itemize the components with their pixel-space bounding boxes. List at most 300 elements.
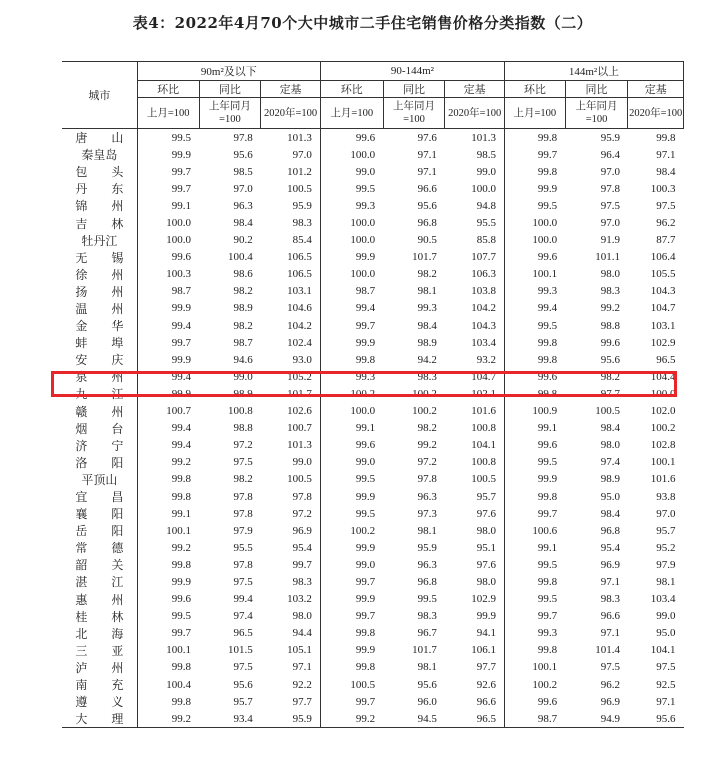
- value-cell: 98.2: [233, 285, 253, 298]
- value-cell: 98.3: [600, 593, 620, 606]
- sub-header: 定基: [628, 81, 684, 98]
- value-cell: 101.3: [445, 129, 505, 147]
- value-cell: 98.3: [417, 610, 437, 623]
- city-cell: 吉 林: [62, 214, 137, 231]
- value-cell: 106.5: [261, 249, 321, 266]
- value-cell: 106.3: [445, 266, 505, 283]
- value-cell: 95.6: [628, 710, 684, 728]
- value-cell: 99.8: [537, 387, 558, 400]
- table-row: [62, 232, 684, 249]
- value-cell: 98.4: [417, 319, 437, 332]
- table-row: [62, 642, 684, 659]
- value-cell: 99.4: [537, 302, 558, 315]
- table-row: [62, 300, 684, 317]
- city-cell: 济 宁: [62, 437, 137, 454]
- value-cell: 98.0: [600, 439, 620, 452]
- value-cell: 98.9: [233, 387, 253, 400]
- value-cell: 97.8: [233, 490, 253, 503]
- city-cell: 扬 州: [62, 283, 137, 300]
- table-row: [62, 146, 684, 163]
- value-cell: 96.6: [600, 610, 620, 623]
- value-cell: 104.3: [445, 317, 505, 334]
- value-cell: 102.0: [650, 405, 676, 418]
- value-cell: 97.8: [261, 488, 321, 505]
- value-cell: 98.4: [656, 165, 676, 178]
- value-cell: 95.7: [233, 695, 253, 708]
- value-cell: 101.7: [412, 644, 437, 657]
- value-cell: 101.6: [445, 403, 505, 420]
- value-cell: 100.9: [532, 405, 558, 418]
- city-cell: 泉 州: [62, 368, 137, 385]
- value-cell: 99.4: [355, 302, 376, 315]
- value-cell: 98.3: [417, 370, 437, 383]
- value-cell: 99.7: [355, 575, 376, 588]
- value-cell: 101.7: [261, 385, 321, 402]
- value-cell: 98.4: [600, 507, 620, 520]
- value-cell: 95.7: [445, 488, 505, 505]
- value-cell: 97.6: [445, 556, 505, 573]
- value-cell: 100.1: [532, 268, 558, 281]
- city-cell: 平顶山: [62, 471, 137, 488]
- value-cell: 95.6: [417, 199, 437, 212]
- value-cell: 104.1: [445, 437, 505, 454]
- value-cell: 99.5: [417, 593, 437, 606]
- value-cell: 97.8: [600, 182, 620, 195]
- table-row: [62, 454, 684, 471]
- sub-header: 定基: [445, 81, 505, 98]
- value-cell: 96.9: [600, 695, 620, 708]
- value-cell: 97.5: [656, 199, 676, 212]
- value-cell: 98.3: [261, 573, 321, 590]
- value-cell: 106.1: [445, 642, 505, 659]
- value-cell: 99.9: [537, 473, 558, 486]
- value-cell: 97.5: [233, 456, 253, 469]
- table-row: [62, 505, 684, 522]
- value-cell: 99.6: [537, 251, 558, 264]
- value-cell: 94.1: [445, 625, 505, 642]
- value-cell: 95.6: [600, 353, 620, 366]
- city-cell: 唐 山: [62, 129, 137, 147]
- city-cell: 锦 州: [62, 197, 137, 214]
- value-cell: 99.7: [171, 336, 192, 349]
- value-cell: 95.0: [600, 490, 620, 503]
- value-cell: 96.0: [417, 695, 437, 708]
- value-cell: 98.4: [600, 422, 620, 435]
- value-cell: 99.8: [537, 575, 558, 588]
- value-cell: 98.0: [445, 573, 505, 590]
- value-cell: 99.5: [171, 131, 192, 144]
- value-cell: 98.4: [233, 217, 253, 230]
- value-cell: 102.6: [261, 403, 321, 420]
- value-cell: 104.2: [261, 317, 321, 334]
- value-cell: 99.1: [171, 507, 192, 520]
- value-cell: 99.4: [171, 422, 192, 435]
- value-cell: 99.7: [355, 695, 376, 708]
- value-cell: 103.8: [445, 283, 505, 300]
- value-cell: 104.6: [261, 300, 321, 317]
- value-cell: 101.7: [412, 251, 437, 264]
- value-cell: 97.6: [417, 131, 437, 144]
- value-cell: 97.2: [417, 456, 437, 469]
- value-cell: 99.1: [537, 541, 558, 554]
- value-cell: 94.8: [445, 197, 505, 214]
- value-cell: 103.1: [650, 319, 676, 332]
- value-cell: 97.8: [233, 507, 253, 520]
- value-cell: 97.1: [656, 148, 676, 161]
- value-cell: 99.4: [171, 370, 192, 383]
- value-cell: 99.5: [537, 456, 558, 469]
- value-cell: 95.5: [233, 541, 253, 554]
- city-cell: 桂 林: [62, 608, 137, 625]
- value-cell: 99.7: [355, 319, 376, 332]
- value-cell: 96.9: [600, 558, 620, 571]
- value-cell: 97.8: [233, 131, 253, 144]
- value-cell: 99.0: [445, 163, 505, 180]
- table-row: [62, 471, 684, 488]
- value-cell: 99.8: [171, 695, 192, 708]
- city-cell: 包 头: [62, 163, 137, 180]
- value-cell: 97.0: [233, 182, 253, 195]
- value-cell: 97.5: [233, 575, 253, 588]
- sub-header: 同比: [565, 81, 628, 98]
- table-title: 表4：2022年4月70个大中城市二手住宅销售价格分类指数（二）: [132, 14, 593, 32]
- city-cell: 遵 义: [62, 693, 137, 710]
- value-cell: 100.2: [412, 387, 437, 400]
- value-cell: 100.1: [166, 524, 192, 537]
- value-cell: 100.7: [166, 405, 192, 418]
- value-cell: 95.6: [233, 148, 253, 161]
- value-cell: 96.8: [417, 217, 437, 230]
- value-cell: 97.5: [600, 661, 620, 674]
- city-cell: 安 庆: [62, 351, 137, 368]
- base-header: 上月=100: [137, 98, 199, 129]
- value-cell: 97.0: [261, 146, 321, 163]
- value-cell: 98.6: [233, 268, 253, 281]
- value-cell: 96.4: [600, 148, 620, 161]
- value-cell: 97.1: [261, 659, 321, 676]
- base-header: 上年同月=100: [199, 98, 261, 129]
- table-row: [62, 249, 684, 266]
- value-cell: 98.2: [417, 422, 437, 435]
- value-cell: 95.6: [417, 678, 437, 691]
- value-cell: 97.7: [600, 387, 620, 400]
- table-row: [62, 437, 684, 454]
- city-cell: 南 充: [62, 676, 137, 693]
- table-row: [62, 197, 684, 214]
- value-cell: 99.7: [537, 610, 558, 623]
- value-cell: 101.3: [261, 437, 321, 454]
- value-cell: 99.7: [537, 148, 558, 161]
- value-cell: 93.0: [261, 351, 321, 368]
- value-cell: 99.8: [537, 353, 558, 366]
- value-cell: 90.2: [233, 234, 253, 247]
- table-row: [62, 334, 684, 351]
- table-body: [62, 129, 684, 728]
- value-cell: 105.1: [261, 642, 321, 659]
- value-cell: 99.1: [355, 422, 376, 435]
- city-cell: 赣 州: [62, 403, 137, 420]
- value-cell: 100.0: [166, 234, 192, 247]
- value-cell: 96.3: [417, 490, 437, 503]
- table-row: [62, 710, 684, 728]
- value-cell: 99.2: [600, 302, 620, 315]
- value-cell: 95.4: [600, 541, 620, 554]
- sub-header: 环比: [505, 81, 566, 98]
- value-cell: 97.5: [233, 661, 253, 674]
- sub-header: 同比: [383, 81, 445, 98]
- value-cell: 99.9: [355, 336, 376, 349]
- table-row: [62, 556, 684, 573]
- value-cell: 98.1: [417, 285, 437, 298]
- value-cell: 98.3: [600, 285, 620, 298]
- value-cell: 92.2: [261, 676, 321, 693]
- value-cell: 99.3: [537, 285, 558, 298]
- value-cell: 100.0: [445, 180, 505, 197]
- table-row: [62, 180, 684, 197]
- value-cell: 100.7: [261, 420, 321, 437]
- value-cell: 97.9: [656, 558, 676, 571]
- value-cell: 100.8: [228, 405, 253, 418]
- value-cell: 96.2: [656, 217, 676, 230]
- value-cell: 101.1: [595, 251, 620, 264]
- value-cell: 99.3: [355, 199, 376, 212]
- value-cell: 104.4: [650, 370, 676, 383]
- value-cell: 105.2: [261, 368, 321, 385]
- base-header: 2020年=100: [445, 98, 505, 129]
- value-cell: 96.2: [600, 678, 620, 691]
- value-cell: 105.5: [650, 268, 676, 281]
- value-cell: 98.0: [600, 268, 620, 281]
- value-cell: 99.9: [171, 302, 192, 315]
- value-cell: 96.6: [417, 182, 437, 195]
- value-cell: 96.5: [445, 710, 505, 728]
- value-cell: 100.3: [650, 182, 676, 195]
- value-cell: 99.5: [537, 593, 558, 606]
- value-cell: 98.5: [445, 146, 505, 163]
- value-cell: 99.6: [600, 336, 620, 349]
- value-cell: 99.0: [233, 370, 253, 383]
- value-cell: 97.5: [600, 199, 620, 212]
- value-cell: 99.9: [355, 541, 376, 554]
- value-cell: 95.6: [233, 678, 253, 691]
- value-cell: 98.5: [233, 165, 253, 178]
- sub-header: 定基: [261, 81, 321, 98]
- city-cell: 湛 江: [62, 573, 137, 590]
- value-cell: 100.0: [350, 148, 376, 161]
- value-cell: 99.6: [171, 593, 192, 606]
- value-cell: 99.9: [171, 148, 192, 161]
- value-cell: 99.9: [171, 353, 192, 366]
- city-cell: 常 德: [62, 539, 137, 556]
- value-cell: 99.4: [171, 439, 192, 452]
- table-row: [62, 283, 684, 300]
- value-cell: 98.2: [233, 319, 253, 332]
- value-cell: 103.4: [445, 334, 505, 351]
- table-row: [62, 317, 684, 334]
- value-cell: 99.5: [537, 558, 558, 571]
- value-cell: 97.6: [445, 505, 505, 522]
- value-cell: 99.8: [537, 131, 558, 144]
- value-cell: 101.3: [261, 129, 321, 147]
- value-cell: 99.3: [355, 370, 376, 383]
- value-cell: 99.2: [320, 710, 383, 728]
- value-cell: 97.2: [261, 505, 321, 522]
- value-cell: 99.8: [656, 131, 676, 144]
- value-cell: 94.6: [233, 353, 253, 366]
- value-cell: 100.0: [650, 387, 676, 400]
- value-cell: 99.7: [355, 610, 376, 623]
- value-cell: 95.9: [261, 197, 321, 214]
- value-cell: 99.0: [261, 454, 321, 471]
- value-cell: 99.2: [137, 710, 199, 728]
- city-cell: 蚌 埠: [62, 334, 137, 351]
- value-cell: 98.1: [417, 524, 437, 537]
- city-cell: 三 亚: [62, 642, 137, 659]
- value-cell: 99.8: [355, 353, 376, 366]
- value-cell: 98.7: [233, 336, 253, 349]
- value-cell: 98.2: [417, 268, 437, 281]
- value-cell: 100.2: [412, 405, 437, 418]
- city-cell: 襄 阳: [62, 505, 137, 522]
- value-cell: 99.2: [171, 541, 192, 554]
- value-cell: 100.2: [650, 422, 676, 435]
- table-row: [62, 163, 684, 180]
- table-row: [62, 693, 684, 710]
- value-cell: 95.9: [261, 710, 321, 728]
- city-column-header: 城市: [62, 62, 137, 129]
- value-cell: 101.5: [228, 644, 253, 657]
- value-cell: 100.5: [261, 471, 321, 488]
- value-cell: 97.1: [656, 695, 676, 708]
- value-cell: 94.4: [261, 625, 321, 642]
- value-cell: 98.0: [261, 608, 321, 625]
- value-cell: 99.3: [537, 627, 558, 640]
- base-header: 上年同月=100: [383, 98, 445, 129]
- value-cell: 99.5: [171, 610, 192, 623]
- base-header: 上月=100: [505, 98, 566, 129]
- value-cell: 99.8: [355, 661, 376, 674]
- value-cell: 98.1: [656, 575, 676, 588]
- value-cell: 103.1: [261, 283, 321, 300]
- table-row: [62, 608, 684, 625]
- sub-header: 同比: [199, 81, 261, 98]
- value-cell: 100.1: [532, 661, 558, 674]
- value-cell: 96.7: [417, 627, 437, 640]
- value-cell: 99.2: [171, 456, 192, 469]
- value-cell: 106.5: [261, 266, 321, 283]
- group-header-medium: 90-144m²: [320, 62, 504, 81]
- value-cell: 99.2: [417, 439, 437, 452]
- value-cell: 100.2: [532, 678, 558, 691]
- value-cell: 99.9: [537, 182, 558, 195]
- value-cell: 97.2: [233, 439, 253, 452]
- value-cell: 98.8: [233, 422, 253, 435]
- value-cell: 98.2: [600, 370, 620, 383]
- value-cell: 100.0: [350, 217, 376, 230]
- city-cell: 温 州: [62, 300, 137, 317]
- value-cell: 99.7: [171, 627, 192, 640]
- table-row: [62, 129, 684, 147]
- value-cell: 99.4: [233, 593, 253, 606]
- value-cell: 106.4: [650, 251, 676, 264]
- value-cell: 104.1: [650, 644, 676, 657]
- value-cell: 101.6: [650, 473, 676, 486]
- table-row: [62, 403, 684, 420]
- city-cell: 北 海: [62, 625, 137, 642]
- value-cell: 104.7: [650, 302, 676, 315]
- group-header-small: 90m²及以下: [137, 62, 320, 81]
- city-cell: 九 江: [62, 385, 137, 402]
- value-cell: 99.6: [537, 370, 558, 383]
- value-cell: 100.5: [350, 678, 376, 691]
- value-cell: 102.8: [650, 439, 676, 452]
- value-cell: 95.9: [417, 541, 437, 554]
- value-cell: 100.4: [228, 251, 253, 264]
- value-cell: 99.5: [355, 473, 376, 486]
- value-cell: 97.7: [261, 693, 321, 710]
- value-cell: 98.7: [171, 285, 192, 298]
- value-cell: 99.8: [537, 644, 558, 657]
- value-cell: 98.9: [600, 473, 620, 486]
- value-cell: 99.8: [171, 473, 192, 486]
- value-cell: 99.8: [171, 490, 192, 503]
- value-cell: 99.7: [171, 182, 192, 195]
- city-cell: 牡丹江: [62, 232, 137, 249]
- value-cell: 97.0: [600, 217, 620, 230]
- value-cell: 96.5: [656, 353, 676, 366]
- value-cell: 97.9: [233, 524, 253, 537]
- city-cell: 丹 东: [62, 180, 137, 197]
- value-cell: 99.0: [355, 456, 376, 469]
- value-cell: 99.3: [417, 302, 437, 315]
- value-cell: 101.4: [595, 644, 620, 657]
- table-row: [62, 625, 684, 642]
- table-row: [62, 368, 684, 385]
- table-row: [62, 676, 684, 693]
- value-cell: 98.8: [600, 319, 620, 332]
- table-row: [62, 351, 684, 368]
- value-cell: 107.7: [445, 249, 505, 266]
- value-cell: 100.4: [166, 678, 192, 691]
- value-cell: 104.3: [650, 285, 676, 298]
- value-cell: 99.7: [261, 556, 321, 573]
- value-cell: 98.1: [417, 661, 437, 674]
- value-cell: 100.1: [166, 644, 192, 657]
- city-cell: 宜 昌: [62, 488, 137, 505]
- value-cell: 99.7: [537, 507, 558, 520]
- table-row: [62, 573, 684, 590]
- city-cell: 韶 关: [62, 556, 137, 573]
- value-cell: 92.6: [445, 676, 505, 693]
- value-cell: 98.7: [355, 285, 376, 298]
- value-cell: 94.2: [417, 353, 437, 366]
- value-cell: 99.8: [537, 490, 558, 503]
- value-cell: 97.8: [417, 473, 437, 486]
- value-cell: 99.0: [656, 610, 676, 623]
- table-row: [62, 522, 684, 539]
- value-cell: 99.5: [537, 319, 558, 332]
- sub-header: 环比: [320, 81, 383, 98]
- value-cell: 98.9: [417, 336, 437, 349]
- value-cell: 90.5: [417, 234, 437, 247]
- value-cell: 97.0: [656, 507, 676, 520]
- value-cell: 99.0: [355, 165, 376, 178]
- value-cell: 99.9: [171, 575, 192, 588]
- base-header: 2020年=100: [628, 98, 684, 129]
- value-cell: 102.4: [261, 334, 321, 351]
- value-cell: 97.4: [600, 456, 620, 469]
- value-cell: 97.1: [600, 627, 620, 640]
